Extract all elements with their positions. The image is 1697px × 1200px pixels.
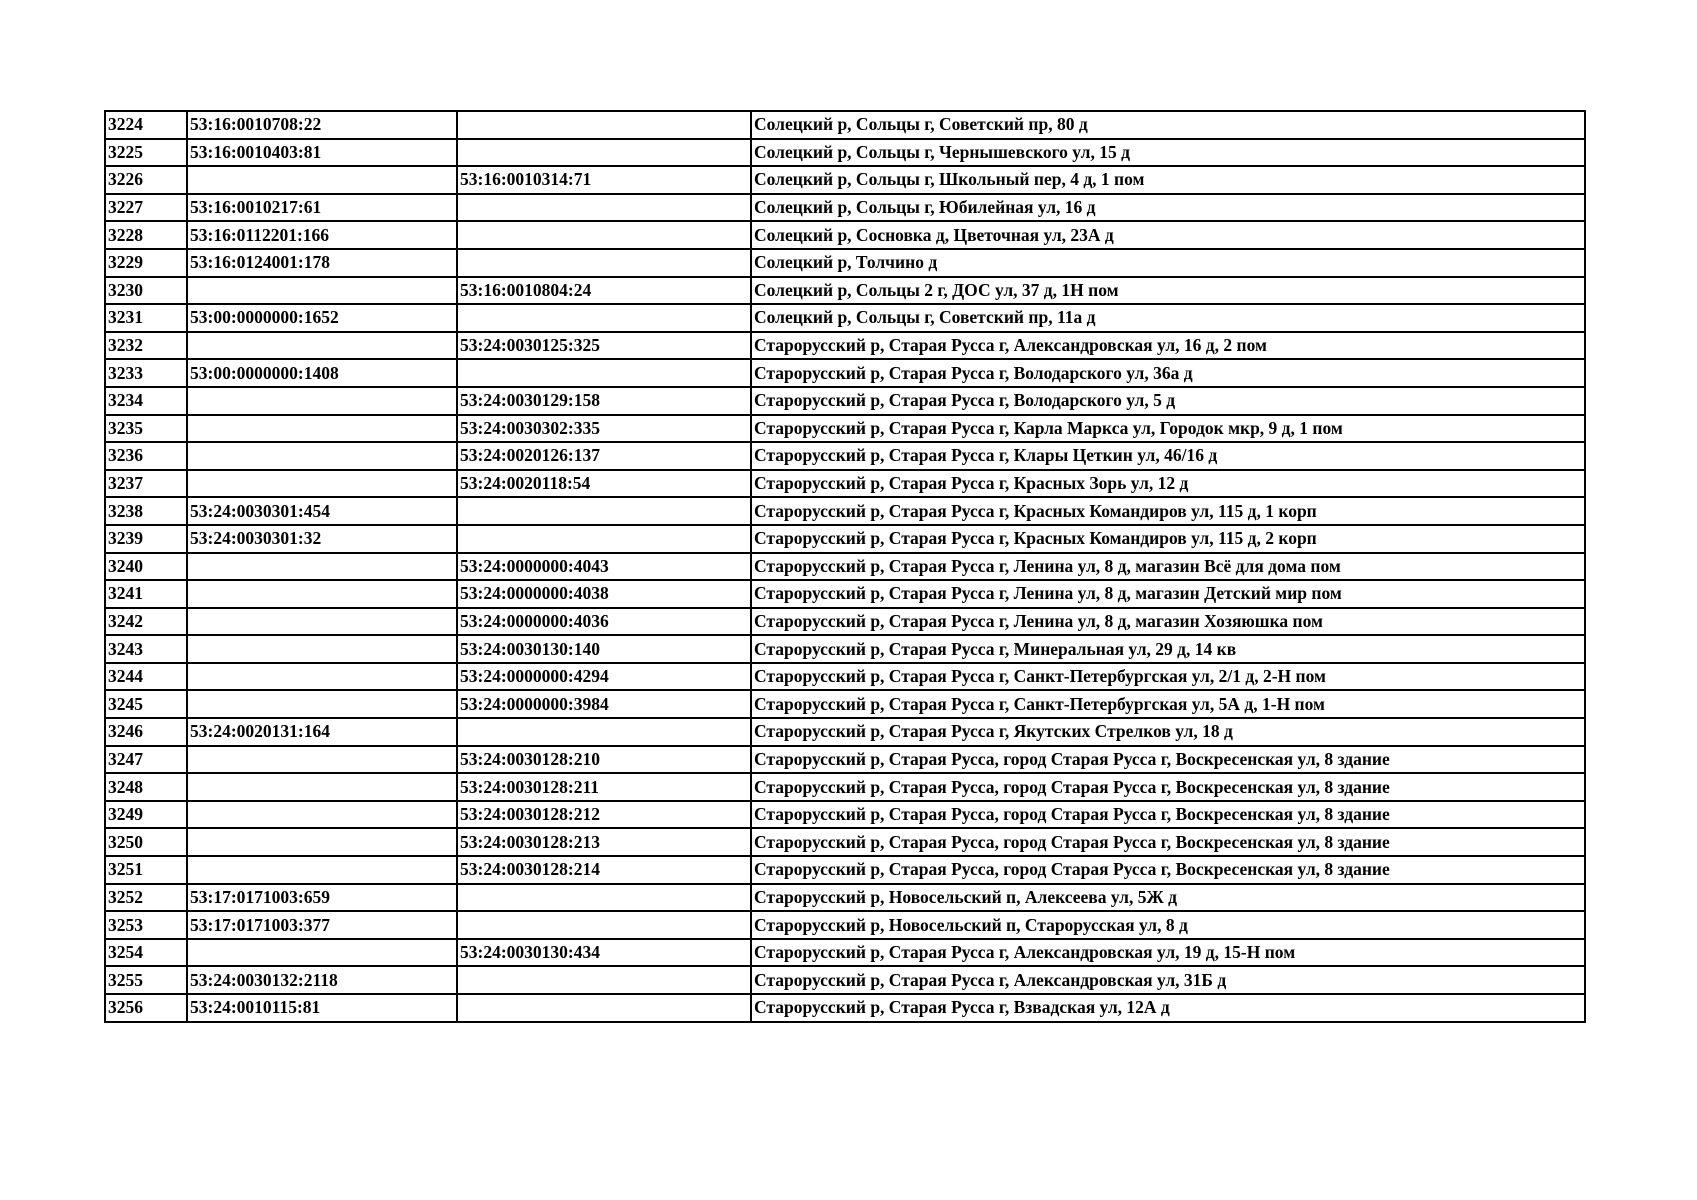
related-cadastral-number-cell <box>457 497 751 525</box>
table-row <box>105 801 1585 829</box>
table-row <box>105 966 1585 994</box>
related-cadastral-number-cell <box>457 718 751 746</box>
table-row <box>105 828 1585 856</box>
address-cell: Старорусский р, Старая Русса г, Володарского ул, 36а д <box>751 359 1585 387</box>
row-number-cell: 3255 <box>105 966 187 994</box>
address-cell: Старорусский р, Старая Русса г, Клары Цеткин ул, 46/16 д <box>751 442 1585 470</box>
address-cell: Солецкий р, Сольцы г, Советский пр, 11а д <box>751 304 1585 332</box>
address-cell: Старорусский р, Старая Русса г, Карла Маркса ул, Городок мкр, 9 д, 1 пом <box>751 415 1585 443</box>
cadastral-number-cell <box>187 470 457 498</box>
table-row <box>105 608 1585 636</box>
cadastral-number-cell <box>187 746 457 774</box>
cadastral-number-cell: 53:16:0010708:22 <box>187 111 457 139</box>
related-cadastral-number-cell: 53:24:0000000:4038 <box>457 580 751 608</box>
row-number-cell: 3237 <box>105 470 187 498</box>
address-cell: Солецкий р, Сольцы г, Школьный пер, 4 д, 1 пом <box>751 166 1585 194</box>
related-cadastral-number-cell: 53:16:0010804:24 <box>457 277 751 305</box>
address-cell: Старорусский р, Старая Русса, город Старая Русса г, Воскресенская ул, 8 здание <box>751 773 1585 801</box>
related-cadastral-number-cell: 53:24:0030125:325 <box>457 332 751 360</box>
table-row <box>105 442 1585 470</box>
row-number-cell: 3231 <box>105 304 187 332</box>
related-cadastral-number-cell: 53:24:0030128:214 <box>457 856 751 884</box>
related-cadastral-number-cell: 53:24:0020126:137 <box>457 442 751 470</box>
related-cadastral-number-cell: 53:24:0030129:158 <box>457 387 751 415</box>
address-cell: Старорусский р, Старая Русса г, Красных Командиров ул, 115 д, 1 корп <box>751 497 1585 525</box>
related-cadastral-number-cell <box>457 966 751 994</box>
row-number-cell: 3250 <box>105 828 187 856</box>
cadastral-number-cell: 53:24:0030132:2118 <box>187 966 457 994</box>
table-row <box>105 746 1585 774</box>
related-cadastral-number-cell: 53:24:0030128:213 <box>457 828 751 856</box>
address-cell: Старорусский р, Старая Русса г, Александровская ул, 31Б д <box>751 966 1585 994</box>
related-cadastral-number-cell <box>457 139 751 167</box>
address-cell: Солецкий р, Сольцы г, Юбилейная ул, 16 д <box>751 194 1585 222</box>
address-cell: Старорусский р, Старая Русса, город Старая Русса г, Воскресенская ул, 8 здание <box>751 856 1585 884</box>
row-number-cell: 3251 <box>105 856 187 884</box>
row-number-cell: 3243 <box>105 635 187 663</box>
cadastral-number-cell: 53:17:0171003:659 <box>187 884 457 912</box>
related-cadastral-number-cell <box>457 359 751 387</box>
table-row <box>105 387 1585 415</box>
related-cadastral-number-cell: 53:16:0010314:71 <box>457 166 751 194</box>
row-number-cell: 3229 <box>105 249 187 277</box>
cadastral-number-cell <box>187 387 457 415</box>
cadastral-number-cell <box>187 277 457 305</box>
address-cell: Старорусский р, Новосельский п, Старорусская ул, 8 д <box>751 911 1585 939</box>
address-cell: Старорусский р, Новосельский п, Алексеева ул, 5Ж д <box>751 884 1585 912</box>
table-row <box>105 166 1585 194</box>
table-row <box>105 470 1585 498</box>
address-cell: Старорусский р, Старая Русса г, Взвадская ул, 12А д <box>751 994 1585 1022</box>
registry-table <box>104 110 1586 1023</box>
cadastral-number-cell: 53:16:0124001:178 <box>187 249 457 277</box>
cadastral-number-cell: 53:24:0030301:454 <box>187 497 457 525</box>
related-cadastral-number-cell <box>457 249 751 277</box>
related-cadastral-number-cell: 53:24:0030130:434 <box>457 939 751 967</box>
address-cell: Старорусский р, Старая Русса г, Красных Командиров ул, 115 д, 2 корп <box>751 525 1585 553</box>
row-number-cell: 3253 <box>105 911 187 939</box>
row-number-cell: 3240 <box>105 553 187 581</box>
address-cell: Солецкий р, Сольцы г, Советский пр, 80 д <box>751 111 1585 139</box>
document-page <box>104 110 1584 1023</box>
table-row <box>105 277 1585 305</box>
related-cadastral-number-cell: 53:24:0000000:3984 <box>457 690 751 718</box>
related-cadastral-number-cell <box>457 194 751 222</box>
row-number-cell: 3232 <box>105 332 187 360</box>
related-cadastral-number-cell: 53:24:0030302:335 <box>457 415 751 443</box>
cadastral-number-cell <box>187 415 457 443</box>
table-row <box>105 939 1585 967</box>
cadastral-number-cell: 53:24:0030301:32 <box>187 525 457 553</box>
address-cell: Старорусский р, Старая Русса г, Якутских Стрелков ул, 18 д <box>751 718 1585 746</box>
row-number-cell: 3225 <box>105 139 187 167</box>
row-number-cell: 3228 <box>105 221 187 249</box>
cadastral-number-cell <box>187 663 457 691</box>
related-cadastral-number-cell: 53:24:0020118:54 <box>457 470 751 498</box>
row-number-cell: 3249 <box>105 801 187 829</box>
address-cell: Старорусский р, Старая Русса, город Старая Русса г, Воскресенская ул, 8 здание <box>751 801 1585 829</box>
table-row <box>105 194 1585 222</box>
cadastral-number-cell <box>187 580 457 608</box>
table-row <box>105 580 1585 608</box>
table-row <box>105 304 1585 332</box>
cadastral-number-cell <box>187 608 457 636</box>
row-number-cell: 3246 <box>105 718 187 746</box>
cadastral-number-cell <box>187 801 457 829</box>
row-number-cell: 3235 <box>105 415 187 443</box>
row-number-cell: 3245 <box>105 690 187 718</box>
address-cell: Старорусский р, Старая Русса г, Санкт-Петербургская ул, 5А д, 1-Н пом <box>751 690 1585 718</box>
address-cell: Старорусский р, Старая Русса г, Красных Зорь ул, 12 д <box>751 470 1585 498</box>
address-cell: Старорусский р, Старая Русса, город Старая Русса г, Воскресенская ул, 8 здание <box>751 746 1585 774</box>
table-row <box>105 884 1585 912</box>
cadastral-number-cell: 53:24:0010115:81 <box>187 994 457 1022</box>
related-cadastral-number-cell <box>457 994 751 1022</box>
address-cell: Старорусский р, Старая Русса г, Ленина ул, 8 д, магазин Всё для дома пом <box>751 553 1585 581</box>
cadastral-number-cell <box>187 690 457 718</box>
address-cell: Старорусский р, Старая Русса г, Ленина ул, 8 д, магазин Хозяюшка пом <box>751 608 1585 636</box>
row-number-cell: 3233 <box>105 359 187 387</box>
row-number-cell: 3227 <box>105 194 187 222</box>
address-cell: Старорусский р, Старая Русса г, Ленина ул, 8 д, магазин Детский мир пом <box>751 580 1585 608</box>
address-cell: Солецкий р, Сольцы 2 г, ДОС ул, 37 д, 1Н пом <box>751 277 1585 305</box>
related-cadastral-number-cell: 53:24:0000000:4043 <box>457 553 751 581</box>
related-cadastral-number-cell: 53:24:0000000:4294 <box>457 663 751 691</box>
related-cadastral-number-cell: 53:24:0000000:4036 <box>457 608 751 636</box>
related-cadastral-number-cell <box>457 525 751 553</box>
address-cell: Старорусский р, Старая Русса г, Минеральная ул, 29 д, 14 кв <box>751 635 1585 663</box>
row-number-cell: 3256 <box>105 994 187 1022</box>
address-cell: Старорусский р, Старая Русса г, Санкт-Петербургская ул, 2/1 д, 2-Н пом <box>751 663 1585 691</box>
table-row <box>105 497 1585 525</box>
table-row <box>105 663 1585 691</box>
row-number-cell: 3239 <box>105 525 187 553</box>
table-row <box>105 690 1585 718</box>
related-cadastral-number-cell: 53:24:0030128:211 <box>457 773 751 801</box>
address-cell: Солецкий р, Сольцы г, Чернышевского ул, 15 д <box>751 139 1585 167</box>
related-cadastral-number-cell <box>457 221 751 249</box>
related-cadastral-number-cell <box>457 111 751 139</box>
table-row <box>105 994 1585 1022</box>
table-row <box>105 525 1585 553</box>
row-number-cell: 3224 <box>105 111 187 139</box>
cadastral-number-cell: 53:24:0020131:164 <box>187 718 457 746</box>
table-row <box>105 111 1585 139</box>
table-row <box>105 415 1585 443</box>
cadastral-number-cell <box>187 553 457 581</box>
related-cadastral-number-cell <box>457 304 751 332</box>
address-cell: Старорусский р, Старая Русса г, Володарского ул, 5 д <box>751 387 1585 415</box>
cadastral-number-cell: 53:00:0000000:1652 <box>187 304 457 332</box>
table-row <box>105 332 1585 360</box>
cadastral-number-cell: 53:00:0000000:1408 <box>187 359 457 387</box>
table-row <box>105 773 1585 801</box>
table-row <box>105 249 1585 277</box>
address-cell: Старорусский р, Старая Русса г, Александровская ул, 16 д, 2 пом <box>751 332 1585 360</box>
related-cadastral-number-cell: 53:24:0030130:140 <box>457 635 751 663</box>
table-row <box>105 635 1585 663</box>
related-cadastral-number-cell <box>457 911 751 939</box>
related-cadastral-number-cell: 53:24:0030128:210 <box>457 746 751 774</box>
row-number-cell: 3238 <box>105 497 187 525</box>
row-number-cell: 3248 <box>105 773 187 801</box>
cadastral-number-cell <box>187 856 457 884</box>
table-row <box>105 139 1585 167</box>
row-number-cell: 3241 <box>105 580 187 608</box>
cadastral-number-cell: 53:17:0171003:377 <box>187 911 457 939</box>
address-cell: Старорусский р, Старая Русса, город Старая Русса г, Воскресенская ул, 8 здание <box>751 828 1585 856</box>
address-cell: Солецкий р, Сосновка д, Цветочная ул, 23А д <box>751 221 1585 249</box>
row-number-cell: 3230 <box>105 277 187 305</box>
row-number-cell: 3247 <box>105 746 187 774</box>
cadastral-number-cell <box>187 166 457 194</box>
table-row <box>105 911 1585 939</box>
table-row <box>105 718 1585 746</box>
address-cell: Старорусский р, Старая Русса г, Александровская ул, 19 д, 15-Н пом <box>751 939 1585 967</box>
table-row <box>105 856 1585 884</box>
cadastral-number-cell <box>187 773 457 801</box>
table-row <box>105 553 1585 581</box>
cadastral-number-cell <box>187 332 457 360</box>
cadastral-number-cell <box>187 939 457 967</box>
row-number-cell: 3242 <box>105 608 187 636</box>
related-cadastral-number-cell: 53:24:0030128:212 <box>457 801 751 829</box>
cadastral-number-cell <box>187 635 457 663</box>
cadastral-number-cell <box>187 828 457 856</box>
row-number-cell: 3226 <box>105 166 187 194</box>
row-number-cell: 3236 <box>105 442 187 470</box>
related-cadastral-number-cell <box>457 884 751 912</box>
row-number-cell: 3234 <box>105 387 187 415</box>
table-row <box>105 221 1585 249</box>
table-row <box>105 359 1585 387</box>
cadastral-number-cell: 53:16:0112201:166 <box>187 221 457 249</box>
address-cell: Солецкий р, Толчино д <box>751 249 1585 277</box>
registry-table-body <box>105 111 1585 1022</box>
cadastral-number-cell: 53:16:0010217:61 <box>187 194 457 222</box>
row-number-cell: 3252 <box>105 884 187 912</box>
cadastral-number-cell <box>187 442 457 470</box>
row-number-cell: 3254 <box>105 939 187 967</box>
row-number-cell: 3244 <box>105 663 187 691</box>
cadastral-number-cell: 53:16:0010403:81 <box>187 139 457 167</box>
